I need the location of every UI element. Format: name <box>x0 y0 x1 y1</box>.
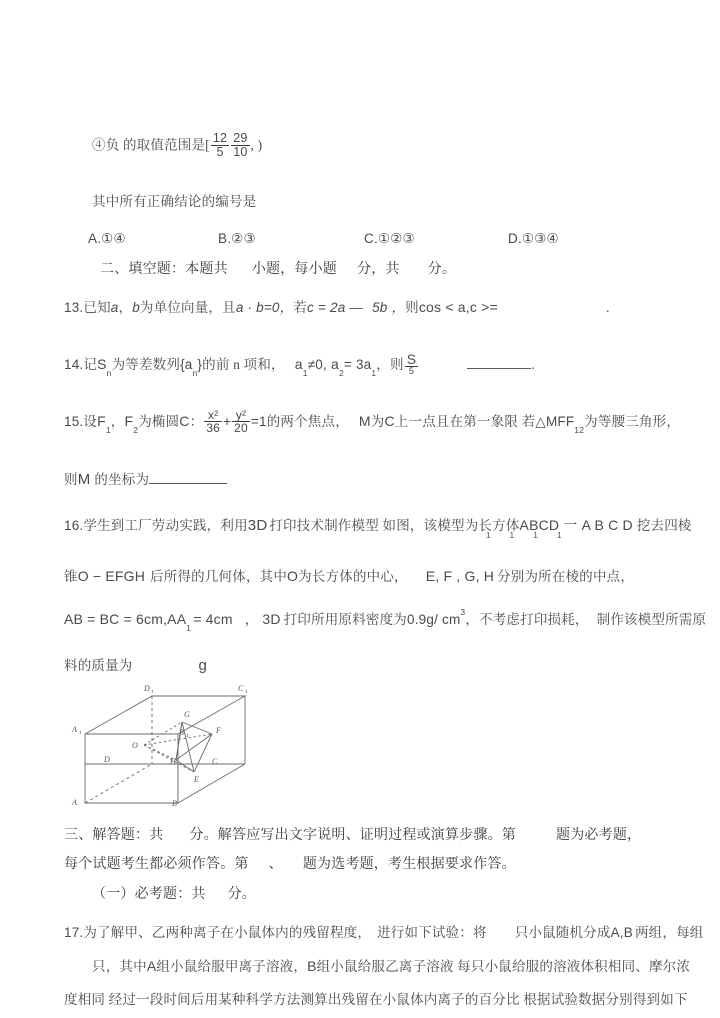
q17-line1-d: 两组，每组 <box>634 925 704 940</box>
q15-triangle-subscript-2: 2 <box>579 424 585 435</box>
fraction-denominator: 5 <box>211 145 229 159</box>
figure-label-G: G <box>184 710 190 719</box>
q14-condition-2-subscript: 2 <box>338 367 344 378</box>
q15-number: 15. <box>64 414 84 429</box>
choice-C-label: C. <box>364 231 378 246</box>
q14-S: S <box>97 356 107 372</box>
q13-period: . <box>605 300 610 315</box>
section-three-line2-a: 每个试题考生都必须作答。第 <box>64 857 249 872</box>
q17-line1-a: 为了解甲、乙两种离子在小鼠体内的残留程度， <box>83 925 372 940</box>
q15-F2-subscript: 2 <box>133 424 139 435</box>
q16-line2-a: 锥 <box>64 569 78 584</box>
q14-condition-2-a: a <box>330 356 339 372</box>
q17-number: 17. <box>64 925 84 940</box>
section-two-heading-a: 二、填空题：本题共 <box>100 262 228 277</box>
q15-F1: F <box>97 413 106 429</box>
section-two-heading <box>100 258 456 278</box>
q15-equation-1: =1 <box>250 414 267 429</box>
q16-line1-a: 学生到工厂劳动实践，利用 <box>83 518 248 533</box>
section-three-line2-b: 、 <box>268 857 283 872</box>
q16-dimensions-2: = 4cm <box>193 611 233 627</box>
fraction-12-5 <box>211 132 229 159</box>
q13-equation-4: cos < a,c >= <box>418 299 498 315</box>
q14-part1: 记 <box>83 357 98 372</box>
q13-vector-b: b <box>132 300 140 315</box>
q14-part2: 为等差数列 <box>111 357 181 372</box>
figure-label-D1: D <box>144 684 150 693</box>
q17-line2-b: 组小鼠给服甲离子溶液， <box>156 959 308 974</box>
figure-label-H: H <box>170 757 176 766</box>
q15-line2-M: M <box>77 471 91 488</box>
q15-part5: 上一点且在第一象限 若 <box>394 414 536 429</box>
q17-line1-c: 只小鼠随机分成 <box>514 925 611 940</box>
q16-line2-b: 后所得的几何体，其中 <box>150 569 288 584</box>
q16-line2-c: 为长方体的中心， <box>298 569 408 584</box>
q15-plus: + <box>223 414 232 429</box>
figure-label-E: E <box>194 775 199 784</box>
q14-part3: 的前 n 项和， <box>202 357 285 372</box>
q15-fraction-numerator: x² <box>207 408 219 423</box>
q16-unit: g <box>198 657 208 674</box>
choice-A-label: A. <box>88 231 102 246</box>
figure-label-D: D <box>104 755 110 764</box>
q14-condition-1-a: a <box>294 356 303 372</box>
section-three-line1-c: 题为必考题， <box>556 828 642 843</box>
choice-A-value: ①④ <box>101 231 126 247</box>
q13-comma1: ， <box>118 300 133 315</box>
conclusion-marker: ④ <box>92 137 106 153</box>
choice-B-value: ②③ <box>231 231 256 247</box>
choice-D-label: D. <box>508 231 522 246</box>
section-two-heading-b: 小题，每小题 <box>251 262 338 277</box>
q13-part3: 若 <box>293 300 308 315</box>
choice-B[interactable] <box>218 231 256 247</box>
q13-equation-2: c = 2a — <box>307 300 364 315</box>
q17-line2-a: 只，其中 <box>92 959 147 974</box>
q15-part6: 为等腰三角形， <box>584 414 681 429</box>
q15-line2-b: 的坐标为 <box>94 472 150 487</box>
q14-answer-blank <box>467 357 531 369</box>
q14-period: . <box>531 357 536 372</box>
q15-comma1: ， <box>110 414 125 429</box>
q14-number: 14. <box>64 357 84 372</box>
figure-label-A: A <box>72 798 77 807</box>
q17-groups: A,B <box>610 925 633 940</box>
q14-condition-1-rest: ≠0, <box>307 357 327 372</box>
section-three-line1 <box>64 824 641 844</box>
q13-part4: 则 <box>405 300 419 315</box>
q15-part3: 的两个焦点， <box>266 414 349 429</box>
question-14 <box>64 350 536 378</box>
q13-part1: 已知 <box>83 300 111 315</box>
q14-fraction-denominator: 5 <box>405 366 419 376</box>
q16-density: 0.9g/ cm <box>407 612 461 627</box>
question-15-line2 <box>64 468 227 488</box>
q14-part4: 则 <box>390 357 404 372</box>
choice-A[interactable] <box>88 231 126 247</box>
q13-part2: 为单位向量，且 <box>139 300 236 315</box>
q17-group-B: B <box>307 958 317 974</box>
q15-fraction-denominator: 20 <box>234 421 248 436</box>
q16-number: 16. <box>64 518 84 533</box>
conclusion-text-after: , ) <box>250 137 263 153</box>
q16-line3-comma: ， <box>244 612 259 627</box>
q15-triangle: △MFF <box>535 414 575 429</box>
geometry-figure-svg <box>60 672 265 814</box>
q13-number: 13. <box>64 300 84 315</box>
figure-label-B1: B <box>179 728 184 737</box>
q16-line1-c: 挖去四棱 <box>636 518 692 533</box>
q15-fraction-x2-36 <box>204 409 222 434</box>
q16-cone-label: O − EFGH <box>77 568 146 584</box>
section-two-heading-c: 分，共 <box>357 262 400 277</box>
question-16-line4 <box>64 654 207 674</box>
figure-label-D1-sub: 1 <box>151 689 154 695</box>
q16-center-point: O <box>287 568 299 584</box>
q16-dimensions-subscript: 1 <box>186 622 192 633</box>
q16-3d-label: 3D <box>247 517 268 534</box>
figure-label-O: O <box>132 741 138 750</box>
subsection-a: （一）必考题：共 <box>92 887 206 902</box>
figure-label-F: F <box>216 726 221 735</box>
figure-label-A1-sub: 1 <box>79 730 82 736</box>
q15-C: C <box>179 413 190 429</box>
q17-line2-c: 组小鼠给服乙离子溶液 每只小鼠给服的溶液体积相同、摩尔浓 <box>316 959 691 974</box>
section-three-line1-a: 三、解答题：共 <box>64 828 164 843</box>
q13-vector-a: a <box>110 300 119 315</box>
prompt-all-correct: 其中所有正确结论的编号是 <box>92 194 257 209</box>
conclusion-text-before: 负 的取值范围是[ <box>105 137 210 153</box>
q15-part1: 设 <box>83 414 98 429</box>
q15-M: M <box>358 413 371 429</box>
fraction-denominator: 10 <box>233 144 248 159</box>
geometry-figure <box>60 672 265 814</box>
question-17 <box>64 921 703 941</box>
q16-line3-b: ，不考虑打印损耗， <box>465 612 589 627</box>
figure-label-C1-sub: 1 <box>245 689 248 695</box>
q14-sequence-close: } <box>197 357 203 372</box>
figure-label-C: C <box>212 757 218 766</box>
q15-colon: ： <box>189 414 204 429</box>
q13-equation-1: a · b=0， <box>235 300 294 315</box>
subsection-b: 分。 <box>227 887 257 902</box>
question-17-line3: 度相同 经过一段时间后用某种科学方法测算出残留在小鼠体内离子的百分比 根据试验数据分别得到如下 <box>64 992 688 1007</box>
question-16 <box>64 514 692 535</box>
q15-line2-a: 则 <box>64 472 78 487</box>
q13-equation-3: 5b ， <box>372 300 406 315</box>
q15-part4: 为 <box>370 414 385 429</box>
q14-condition-2-subscript-2: 1 <box>371 367 377 378</box>
fraction-29-10 <box>231 132 249 159</box>
q16-line1-b: 打印技术制作模型 如图，该模型为长方体 <box>269 518 520 533</box>
section-three-line2-c: 题为选考题，考生根据要求作答。 <box>302 857 516 872</box>
section-three-line1-b: 分。解答应写出文字说明、证明过程或演算步骤。第 <box>189 828 517 843</box>
q14-comma: ， <box>376 357 390 372</box>
q15-F1-subscript: 1 <box>105 424 111 435</box>
q15-triangle-subscript-1: 1 <box>574 424 580 435</box>
figure-label-B1-sub: 1 <box>186 733 189 739</box>
question-17-line2 <box>92 955 690 975</box>
q14-sequence-subscript: n <box>192 367 198 378</box>
q14-condition-2-equation: = 3a <box>343 357 372 372</box>
q16-solid-subscripts: 1 1 1 1 <box>486 531 570 540</box>
q16-line2-d: 分别为所在棱的中点， <box>497 569 635 584</box>
figure-label-A1: A <box>72 725 77 734</box>
q15-F2: F <box>124 413 134 429</box>
question-15 <box>64 410 680 436</box>
choice-C[interactable] <box>364 231 415 247</box>
q15-part2: 为椭圆 <box>138 414 180 429</box>
q16-line3-a: 打印所用原料密度为 <box>283 612 408 627</box>
fraction-numerator: 29 <box>233 131 248 145</box>
figure-label-C1: C <box>238 684 244 693</box>
choice-C-value: ①②③ <box>377 231 415 247</box>
q16-density-exponent: 3 <box>460 606 466 617</box>
q14-fraction-numerator: S <box>406 350 417 367</box>
q16-line4-a: 料的质量为 <box>64 658 133 673</box>
question-13 <box>64 296 610 316</box>
section-two-heading-d: 分。 <box>427 262 457 277</box>
conclusion-item-4 <box>92 133 262 160</box>
q16-line3-c: 制作该模型所需原 <box>596 612 707 627</box>
q16-solid-label: ABCD 一 A B C D <box>519 517 633 533</box>
section-three-subsection <box>92 883 256 903</box>
q17-group-A: A <box>146 958 157 974</box>
q15-fraction-numerator: y² <box>235 408 247 423</box>
choice-D[interactable] <box>508 231 559 247</box>
q14-sequence: {a <box>180 357 193 372</box>
section-three-line2 <box>64 853 516 873</box>
fraction-numerator: 12 <box>212 131 228 145</box>
q16-dimensions: AB = BC = 6cm,AA <box>64 611 187 627</box>
figure-label-B: B <box>172 799 177 808</box>
choice-B-label: B. <box>218 231 232 246</box>
question-16-line2 <box>64 565 634 585</box>
q14-S-subscript: n <box>106 367 112 378</box>
q14-fraction-S-5 <box>405 352 419 376</box>
q16-midpoints: E, F , G, H <box>425 568 495 584</box>
q17-line1-b: 进行如下试验：将 <box>377 925 487 940</box>
q15-C2: C <box>384 413 395 429</box>
q15-fraction-denominator: 36 <box>206 421 221 436</box>
question-16-line3 <box>64 606 707 633</box>
q15-fraction-y2-20 <box>232 409 250 434</box>
q16-3d-label-2: 3D <box>262 611 281 627</box>
choice-D-value: ①③④ <box>521 231 559 247</box>
q15-answer-blank <box>149 472 227 484</box>
q14-condition-1-subscript: 1 <box>302 367 308 378</box>
